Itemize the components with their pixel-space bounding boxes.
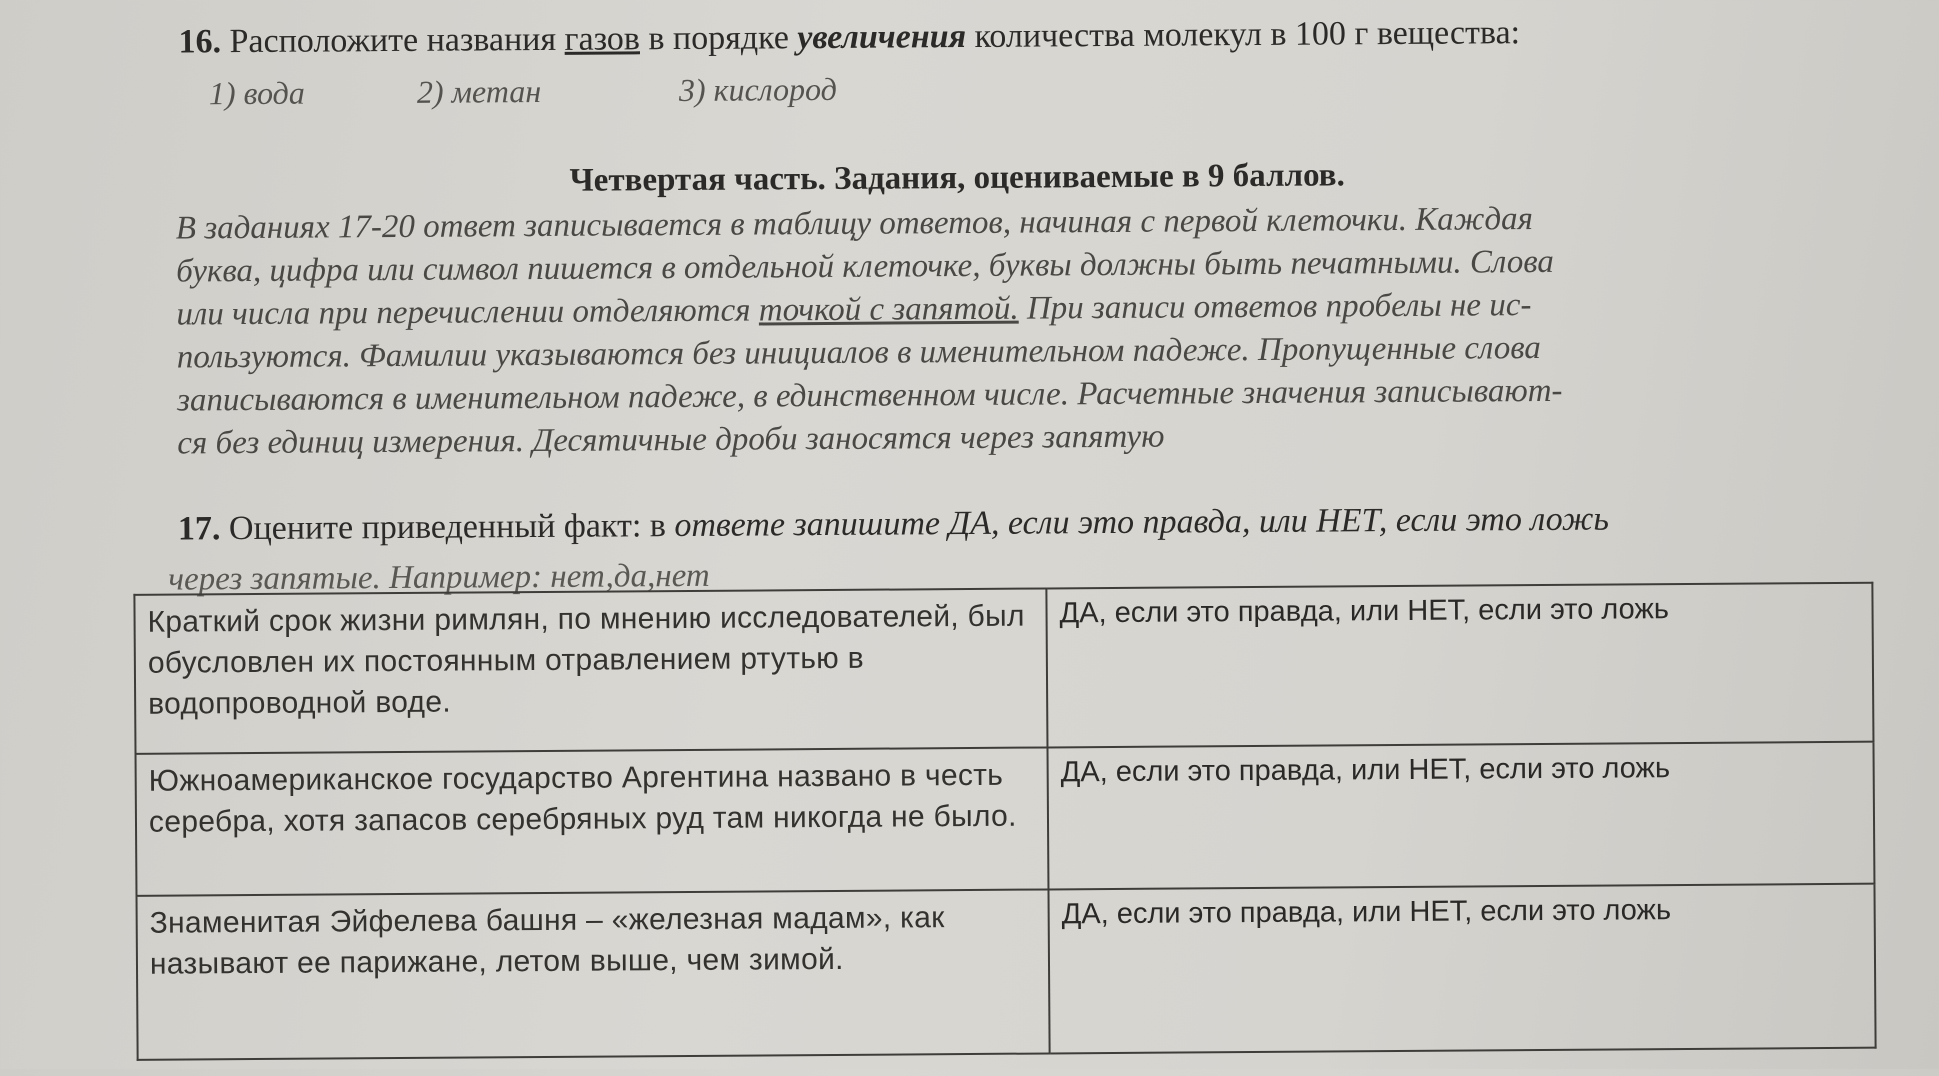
question-16-text: Расположите названия <box>220 20 565 61</box>
question-17-number: 17. <box>177 510 221 548</box>
question-17-italic: ответе запишите ДА, если это правда, или НЕТ, если это ложь <box>674 500 1610 545</box>
answer-cell: ДА, если это правда, или НЕТ, если это ложь <box>1048 884 1875 1054</box>
question-16-text: в порядке <box>639 19 798 58</box>
option-2: 2) метан <box>416 72 542 110</box>
question-17 <box>178 501 1609 549</box>
question-16-underlined-word: газов <box>564 20 641 58</box>
fact-cell: Краткий срок жизни римлян, по мнению исследователей, был обусловлен их постоянным отравлением ртутью в водопроводной воде. <box>134 588 1047 753</box>
instruction-line: ся без единиц измерения. Десятичные дроби заносятся через запятую <box>177 418 1165 462</box>
question-17-example: через запятые. Например: нет,да,нет <box>168 557 710 598</box>
question-16-text: количества молекул в 100 г вещества: <box>965 14 1521 56</box>
question-16-emphasis: увеличения <box>797 18 967 57</box>
instruction-line: буква, цифра или символ пишется в отдельной клеточке, буквы должны быть печатными. Слова <box>176 243 1554 290</box>
question-17-text: Оцените приведенный факт: в <box>220 507 675 548</box>
question-16 <box>178 14 1520 61</box>
table-row <box>134 583 1873 754</box>
instruction-line: пользуются. Фамилии указываются без инициалов в именительном падеже. Пропущенные слова <box>176 330 1541 376</box>
table-row <box>137 884 1876 1060</box>
instruction-line: В заданиях 17-20 ответ записывается в таблицу ответов, начиная с первой клеточки. Каждая <box>175 201 1534 247</box>
option-3: 3) кислород <box>678 70 837 109</box>
answer-cell: ДА, если это правда, или НЕТ, если это ложь <box>1047 742 1874 890</box>
part-four-title: Четвертая часть. Задания, оцениваемые в 9 баллов. <box>569 157 1345 199</box>
facts-table <box>133 582 1876 1061</box>
instruction-underlined: точкой с запятой. <box>758 290 1019 329</box>
table-row <box>136 742 1875 896</box>
instruction-text: При записи ответов пробелы не ис- <box>1018 287 1532 327</box>
instruction-text: или числа при перечислении отделяются <box>176 292 759 333</box>
part-four-instructions <box>176 196 1818 465</box>
answer-cell: ДА, если это правда, или НЕТ, если это ложь <box>1046 583 1873 748</box>
instruction-line: записываются в именительном падеже, в единственном числе. Расчетные значения записывают- <box>176 372 1563 419</box>
fact-cell: Знаменитая Эйфелева башня – «железная мадам», как называют ее парижане, летом выше, чем зимой. <box>137 889 1050 1059</box>
question-16-number: 16. <box>178 23 222 61</box>
option-1: 1) вода <box>208 74 305 112</box>
fact-cell: Южноамериканское государство Аргентина названо в честь серебра, хотя запасов серебряных руд там никогда не было. <box>136 747 1049 895</box>
